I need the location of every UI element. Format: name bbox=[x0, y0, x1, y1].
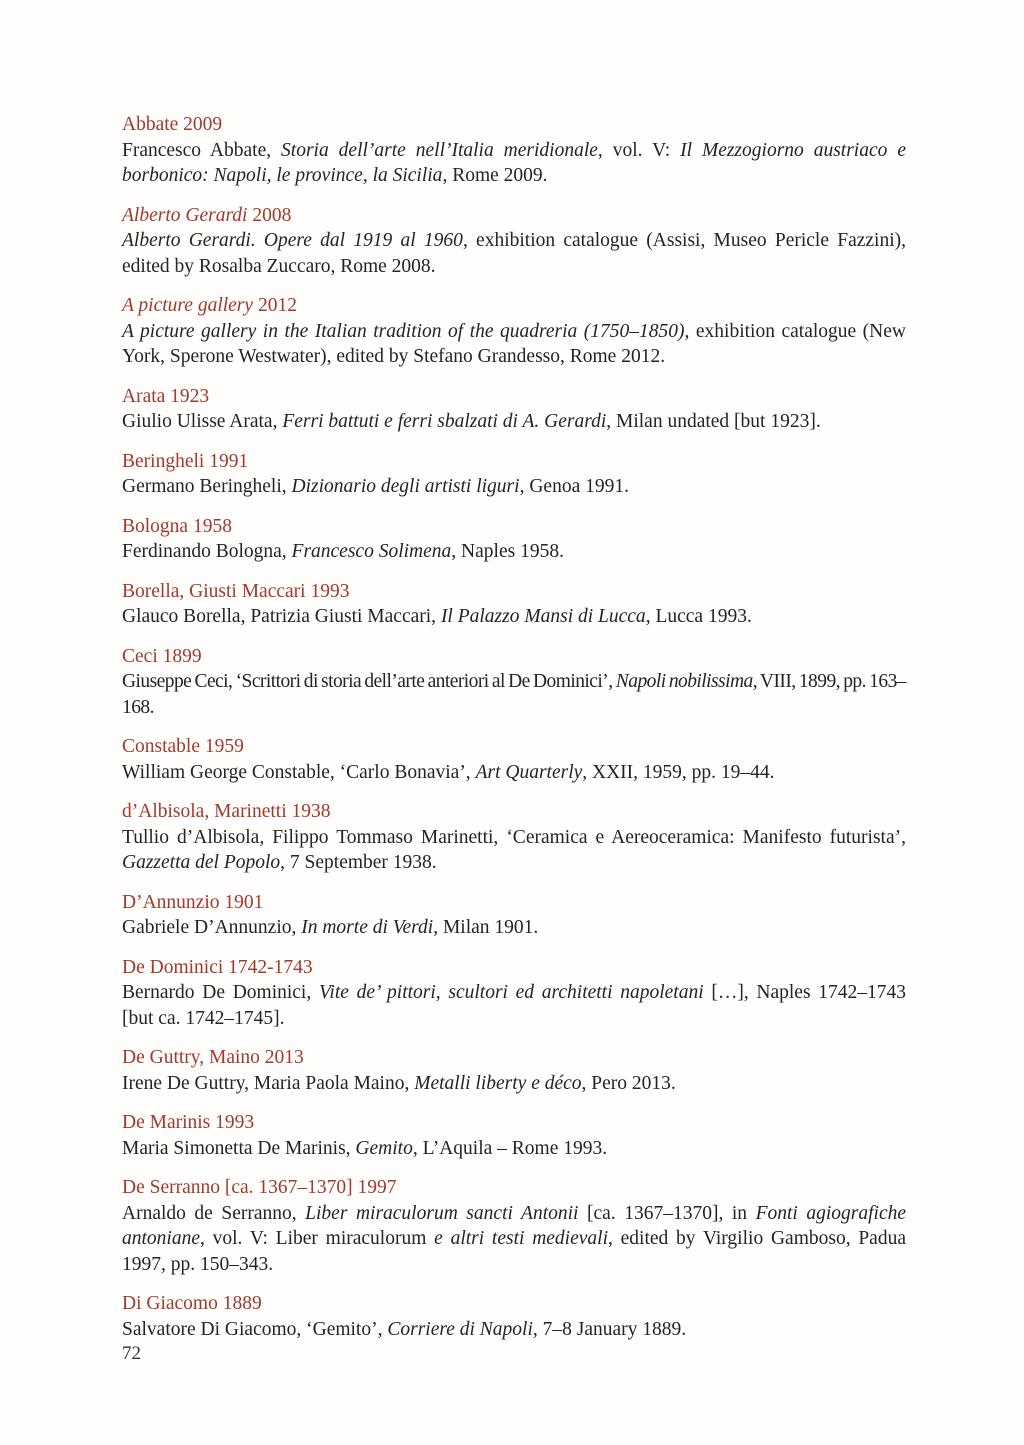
entry-citation bbox=[122, 980, 906, 1031]
entry-heading bbox=[122, 1175, 906, 1201]
citation-segment: Irene De Guttry, Maria Paola Maino, bbox=[122, 1072, 415, 1094]
citation-italic-segment: Corriere di Napoli bbox=[387, 1318, 533, 1340]
heading-segment: Constable 1959 bbox=[122, 736, 244, 757]
citation-italic-segment: Alberto Gerardi. Opere dal 1919 al 1960 bbox=[122, 230, 463, 251]
citation-segment: Giuseppe Ceci, ‘Scrittori di storia dell’arte anteriori al De Dominici’, bbox=[122, 671, 616, 692]
entry-heading bbox=[122, 203, 906, 229]
entry-heading bbox=[122, 1045, 906, 1071]
heading-segment: Bologna 1958 bbox=[122, 515, 232, 537]
heading-italic-segment: Alberto Gerardi bbox=[122, 204, 248, 226]
entry-heading bbox=[122, 799, 906, 825]
citation-segment: William George Constable, ‘Carlo Bonavia’, bbox=[122, 761, 476, 783]
citation-segment: , 7 September 1938. bbox=[280, 852, 437, 873]
heading-italic-segment: A picture gallery bbox=[122, 295, 254, 316]
entry-citation bbox=[122, 1136, 906, 1162]
entry-citation bbox=[122, 319, 906, 370]
citation-segment: , XXII, 1959, pp. 19–44. bbox=[582, 761, 775, 783]
citation-italic-segment: In morte di Verdi bbox=[301, 917, 434, 938]
citation-segment: , L’Aquila – Rome 1993. bbox=[412, 1137, 608, 1159]
citation-italic-segment: Il Palazzo Mansi di Lucca bbox=[440, 606, 646, 627]
entry-heading bbox=[122, 449, 906, 475]
heading-segment: Ceci 1899 bbox=[122, 645, 202, 667]
citation-italic-segment: Il Mezzogiorno austriaco e borbonico: Napoli, le province, la Sicilia bbox=[122, 139, 906, 186]
entry-citation bbox=[122, 138, 906, 189]
bibliography-entry bbox=[122, 955, 906, 1032]
citation-segment: , Milan undated [but 1923]. bbox=[606, 411, 821, 432]
entry-citation bbox=[122, 760, 906, 786]
page-footer bbox=[122, 1342, 141, 1366]
entry-heading bbox=[122, 293, 906, 319]
heading-segment: Di Giacomo 1889 bbox=[122, 1293, 262, 1314]
bibliography-entry bbox=[122, 203, 906, 280]
citation-segment: Gabriele D’Annunzio, bbox=[122, 917, 302, 938]
entry-heading bbox=[122, 579, 906, 605]
bibliography-entry bbox=[122, 1175, 906, 1277]
heading-segment: De Guttry, Maino 2013 bbox=[122, 1047, 304, 1068]
citation-segment: , Milan 1901. bbox=[433, 917, 539, 938]
citation-segment: [ca. 1367–1370], in bbox=[578, 1202, 756, 1224]
citation-segment: , vol. V: Liber miraculorum bbox=[200, 1228, 435, 1249]
citation-segment: , Pero 2013. bbox=[581, 1072, 676, 1094]
citation-italic-segment: Storia dell’arte nell’Italia meridionale bbox=[281, 139, 598, 161]
citation-italic-segment: Dizionario degli artisti liguri bbox=[291, 476, 520, 497]
entry-heading bbox=[122, 112, 906, 138]
citation-segment: Salvatore Di Giacomo, ‘Gemito’, bbox=[122, 1318, 388, 1340]
citation-segment: , edited by Virgilio Gamboso, Padua 1997, pp. 150–343. bbox=[122, 1228, 906, 1275]
citation-segment: […], Naples 1742–1743 [but ca. 1742–1745]. bbox=[122, 982, 907, 1029]
bibliography-entry bbox=[122, 514, 906, 565]
page-number: 72 bbox=[122, 1343, 141, 1364]
entry-citation bbox=[122, 1317, 906, 1343]
bibliography-entry bbox=[122, 293, 906, 370]
entry-heading bbox=[122, 1291, 906, 1317]
citation-italic-segment: Art Quarterly bbox=[475, 761, 583, 783]
entry-citation bbox=[122, 409, 906, 435]
entry-heading bbox=[122, 734, 906, 760]
citation-italic-segment: Gazzetta del Popolo bbox=[122, 852, 281, 873]
citation-segment: Arnaldo de Serranno, bbox=[122, 1202, 306, 1224]
heading-segment: Arata 1923 bbox=[122, 385, 210, 407]
bibliography-entry bbox=[122, 734, 906, 785]
citation-segment: , Rome 2009. bbox=[442, 165, 548, 186]
citation-segment: , exhibition catalogue (Assisi, Museo Pericle Fazzini), edited by Rosalba Zuccaro, Rome 2008. bbox=[122, 230, 906, 277]
citation-segment: , 7–8 January 1889. bbox=[532, 1318, 687, 1340]
citation-segment: , Genoa 1991. bbox=[519, 476, 629, 497]
entry-citation bbox=[122, 1201, 906, 1278]
bibliography-entry bbox=[122, 112, 906, 189]
citation-segment: Glauco Borella, Patrizia Giusti Maccari, bbox=[122, 606, 441, 627]
heading-segment: Abbate 2009 bbox=[122, 114, 223, 135]
entry-heading bbox=[122, 384, 906, 410]
citation-segment: Ferdinando Bologna, bbox=[122, 541, 292, 562]
entry-citation bbox=[122, 825, 906, 876]
heading-segment: De Serranno [ca. 1367–1370] 1997 bbox=[122, 1177, 397, 1198]
citation-italic-segment: e altri testi medievali bbox=[434, 1228, 608, 1249]
entry-citation bbox=[122, 604, 906, 630]
citation-segment: , Naples 1958. bbox=[451, 541, 564, 562]
citation-italic-segment: Gemito bbox=[355, 1137, 413, 1159]
citation-segment: Bernardo De Dominici, bbox=[122, 982, 319, 1003]
bibliography-entry bbox=[122, 384, 906, 435]
citation-italic-segment: Francesco Solimena bbox=[291, 541, 452, 562]
citation-italic-segment: Liber miraculorum sancti Antonii bbox=[305, 1202, 579, 1224]
citation-italic-segment: Napoli nobilissima bbox=[615, 671, 753, 692]
citation-segment: , vol. V: bbox=[597, 139, 681, 161]
entry-heading bbox=[122, 955, 906, 981]
entry-citation bbox=[122, 474, 906, 500]
heading-segment: D’Annunzio 1901 bbox=[122, 891, 264, 913]
heading-segment: 2008 bbox=[247, 204, 292, 226]
bibliography-entry bbox=[122, 890, 906, 941]
citation-italic-segment: A picture gallery in the Italian tradition of the quadreria (1750–1850) bbox=[122, 320, 685, 342]
bibliography-entry bbox=[122, 1291, 906, 1342]
entry-citation bbox=[122, 1071, 906, 1097]
entry-heading bbox=[122, 890, 906, 916]
citation-segment: Tullio d’Albisola, Filippo Tommaso Marinetti, ‘Ceramica e Aereoceramica: Manifesto futurista’, bbox=[122, 826, 906, 848]
bibliography-entry bbox=[122, 579, 906, 630]
citation-segment: Maria Simonetta De Marinis, bbox=[122, 1137, 356, 1159]
bibliography-entry bbox=[122, 1110, 906, 1161]
entry-heading bbox=[122, 1110, 906, 1136]
bibliography-entry bbox=[122, 644, 906, 721]
entry-heading bbox=[122, 644, 906, 670]
entry-citation bbox=[122, 669, 906, 720]
bibliography-list bbox=[122, 112, 906, 1356]
heading-segment: Borella, Giusti Maccari 1993 bbox=[122, 580, 350, 602]
citation-segment: Francesco Abbate, bbox=[122, 139, 282, 161]
heading-segment: Beringheli 1991 bbox=[122, 450, 249, 472]
heading-segment: De Marinis 1993 bbox=[122, 1112, 255, 1133]
heading-segment: 2012 bbox=[253, 295, 297, 316]
heading-segment: De Dominici 1742-1743 bbox=[122, 956, 313, 978]
citation-italic-segment: Ferri battuti e ferri sbalzati di A. Gerardi bbox=[282, 411, 607, 432]
citation-italic-segment: Metalli liberty e déco bbox=[414, 1072, 582, 1094]
citation-italic-segment: Vite de’ pittori, scultori ed architetti napoletani bbox=[318, 982, 704, 1003]
heading-segment: d’Albisola, Marinetti 1938 bbox=[122, 801, 331, 822]
entry-heading bbox=[122, 514, 906, 540]
citation-segment: Germano Beringheli, bbox=[122, 476, 292, 497]
entry-citation bbox=[122, 228, 906, 279]
entry-citation bbox=[122, 915, 906, 941]
citation-segment: Giulio Ulisse Arata, bbox=[122, 411, 283, 432]
citation-italic-segment: Fonti agiografiche antoniane bbox=[122, 1202, 907, 1249]
bibliography-entry bbox=[122, 799, 906, 876]
citation-segment: , VIII, 1899, pp. 163–168. bbox=[122, 671, 906, 718]
citation-segment: , exhibition catalogue (New York, Sperone Westwater), edited by Stefano Grandesso, Rome 2012. bbox=[122, 320, 906, 367]
entry-citation bbox=[122, 539, 906, 565]
bibliography-entry bbox=[122, 1045, 906, 1096]
citation-segment: , Lucca 1993. bbox=[645, 606, 752, 627]
bibliography-entry bbox=[122, 449, 906, 500]
